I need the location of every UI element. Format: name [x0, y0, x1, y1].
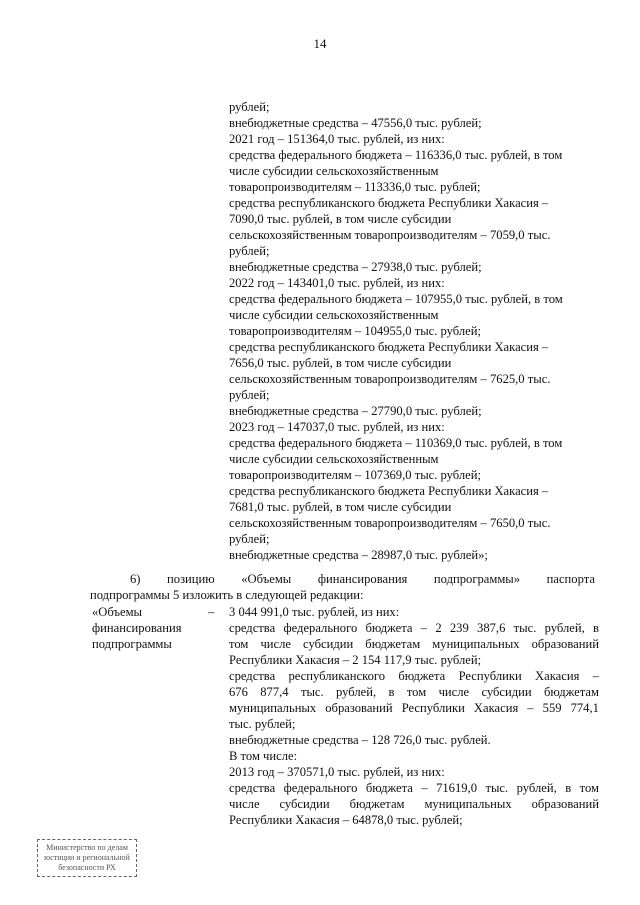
- text-line: В том числе:: [229, 749, 298, 763]
- word: том: [406, 685, 427, 699]
- text-line: сельскохозяйственным товаропроизводителям – 7650,0 тыс.: [229, 516, 551, 530]
- word: 877,4: [260, 685, 289, 699]
- word: Хакасия: [535, 669, 580, 683]
- text-line: рублей;: [229, 244, 270, 258]
- text-line: товаропроизводителям – 113336,0 тыс. рублей;: [229, 180, 481, 194]
- word: муниципальных: [424, 797, 512, 811]
- text-line: 7090,0 тыс. рублей, в том числе субсидии: [229, 212, 452, 226]
- text-line: 2023 год – 147037,0 тыс. рублей, из них:: [229, 420, 445, 434]
- word: паспорта: [546, 572, 595, 586]
- word: рублей,: [336, 685, 377, 699]
- text-line: Республики Хакасия – 2 154 117,9 тыс. рублей;: [229, 653, 482, 667]
- text-line: средства федерального бюджета – 107955,0 тыс. рублей, в том: [229, 292, 563, 306]
- word: Хакасия: [473, 701, 519, 715]
- text-line: 7681,0 тыс. рублей, в том числе субсидии: [229, 500, 452, 514]
- word: рублей,: [544, 621, 585, 635]
- word: в: [388, 685, 395, 699]
- word: федерального: [283, 621, 358, 635]
- word: средства: [229, 621, 276, 635]
- word: том: [229, 637, 249, 651]
- word: числе: [438, 685, 470, 699]
- text-line: [229, 636, 599, 652]
- text-line: 2021 год – 151364,0 тыс. рублей, из них:: [229, 132, 445, 146]
- text-line: внебюджетные средства – 128 726,0 тыс. рублей.: [229, 733, 491, 747]
- word: образований: [531, 797, 599, 811]
- financing-text-block: [229, 99, 604, 563]
- text-line: тыс. рублей;: [229, 717, 296, 731]
- word: субсидии: [279, 797, 330, 811]
- word: муниципальных: [432, 637, 520, 651]
- text-line: рублей;: [229, 388, 270, 402]
- word: бюджета: [398, 669, 446, 683]
- word: субсидии: [481, 685, 532, 699]
- text-line: [229, 668, 599, 684]
- word: бюджета: [365, 781, 413, 795]
- text-line: товаропроизводителям – 107369,0 тыс. рублей;: [229, 468, 482, 482]
- text-line: числе субсидии сельскохозяйственным: [229, 452, 439, 466]
- word: бюджетам: [349, 797, 405, 811]
- table-label-line: финансирования: [92, 621, 182, 635]
- stamp-line: юстиции и региональной: [44, 853, 130, 862]
- word: средства: [229, 669, 276, 683]
- text-line: внебюджетные средства – 27938,0 тыс. рублей;: [229, 260, 482, 274]
- text-line: 2013 год – 370571,0 тыс. рублей, из них:: [229, 765, 445, 779]
- stamp-line: Министерство по делам: [46, 843, 128, 852]
- word: финансирования: [317, 572, 408, 586]
- word: тыс.: [300, 685, 324, 699]
- table-dash: –: [208, 605, 215, 619]
- text-line: [229, 796, 599, 812]
- word: 2: [435, 621, 442, 635]
- word: муниципальных: [229, 701, 317, 715]
- stamp-line: безопасности РХ: [58, 863, 116, 872]
- table-label-line: «Объемы: [92, 605, 143, 619]
- text-line: средства республиканского бюджета Республики Хакасия –: [229, 484, 549, 498]
- word: числе: [260, 637, 291, 651]
- text-line: средства федерального бюджета – 110369,0 тыс. рублей, в том: [229, 436, 563, 450]
- text-line: внебюджетные средства – 28987,0 тыс. рублей»;: [229, 548, 488, 562]
- table-label-line: подпрограммы: [92, 637, 172, 651]
- word: 239: [449, 621, 469, 635]
- word: субсидии: [303, 637, 354, 651]
- text-line: средства республиканского бюджета Республики Хакасия –: [229, 196, 549, 210]
- text-line: [229, 700, 599, 716]
- word: том: [579, 781, 599, 795]
- word: Республики: [458, 669, 522, 683]
- word: рублей,: [516, 781, 557, 795]
- text-line: товаропроизводителям – 104955,0 тыс. рублей;: [229, 324, 482, 338]
- word: образований: [325, 701, 393, 715]
- text-line: Республики Хакасия – 64878,0 тыс. рублей;: [229, 813, 463, 827]
- text-line: [229, 684, 599, 700]
- text-line: 3 044 991,0 тыс. рублей, из них:: [229, 605, 400, 619]
- word: бюджета: [365, 621, 413, 635]
- text-line: сельскохозяйственным товаропроизводителям – 7625,0 тыс.: [229, 372, 551, 386]
- word: подпрограммы»: [433, 572, 521, 586]
- text-line: 7656,0 тыс. рублей, в том числе субсидии: [229, 356, 452, 370]
- text-line: средства республиканского бюджета Республики Хакасия –: [229, 340, 549, 354]
- word: тыс.: [513, 621, 537, 635]
- word: –: [592, 669, 599, 683]
- word: бюджетам: [365, 637, 421, 651]
- word: 6): [130, 572, 141, 586]
- instruction-line-1: [90, 571, 595, 587]
- word: 774,1: [570, 701, 599, 715]
- word: 387,6: [477, 621, 506, 635]
- word: Республики: [401, 701, 465, 715]
- instruction-line-2: подпрограммы 5 изложить в следующей редакции:: [90, 588, 364, 602]
- text-line: числе субсидии сельскохозяйственным: [229, 164, 439, 178]
- page-number: 14: [313, 36, 327, 51]
- table-right-cell: [229, 604, 599, 828]
- text-line: числе субсидии сельскохозяйственным: [229, 308, 439, 322]
- word: федерального: [283, 781, 358, 795]
- word: 71619,0: [436, 781, 477, 795]
- table-left-cell: [92, 604, 202, 652]
- word: «Объемы: [241, 572, 292, 586]
- instruction-paragraph: [90, 571, 595, 603]
- word: тыс.: [485, 781, 509, 795]
- word: 676: [229, 685, 248, 699]
- word: республиканского: [288, 669, 386, 683]
- text-line: средства федерального бюджета – 116336,0 тыс. рублей, в том: [229, 148, 563, 162]
- word: числе: [229, 797, 260, 811]
- text-line: [229, 620, 599, 636]
- word: позицию: [167, 572, 215, 586]
- word: 559: [542, 701, 562, 715]
- word: средства: [229, 781, 276, 795]
- text-line: [229, 780, 599, 796]
- word: –: [420, 621, 428, 635]
- word: бюджетам: [544, 685, 599, 699]
- text-line: сельскохозяйственным товаропроизводителям – 7059,0 тыс.: [229, 228, 551, 242]
- word: –: [421, 781, 428, 795]
- word: образований: [531, 637, 599, 651]
- word: –: [527, 701, 534, 715]
- word: в: [565, 781, 572, 795]
- ministry-stamp: [37, 839, 137, 877]
- text-line: рублей;: [229, 532, 270, 546]
- text-line: внебюджетные средства – 27790,0 тыс. рублей;: [229, 404, 482, 418]
- text-line: 2022 год – 143401,0 тыс. рублей, из них:: [229, 276, 445, 290]
- text-line: рублей;: [229, 100, 270, 114]
- text-line: внебюджетные средства – 47556,0 тыс. рублей;: [229, 116, 482, 130]
- word: в: [593, 621, 599, 635]
